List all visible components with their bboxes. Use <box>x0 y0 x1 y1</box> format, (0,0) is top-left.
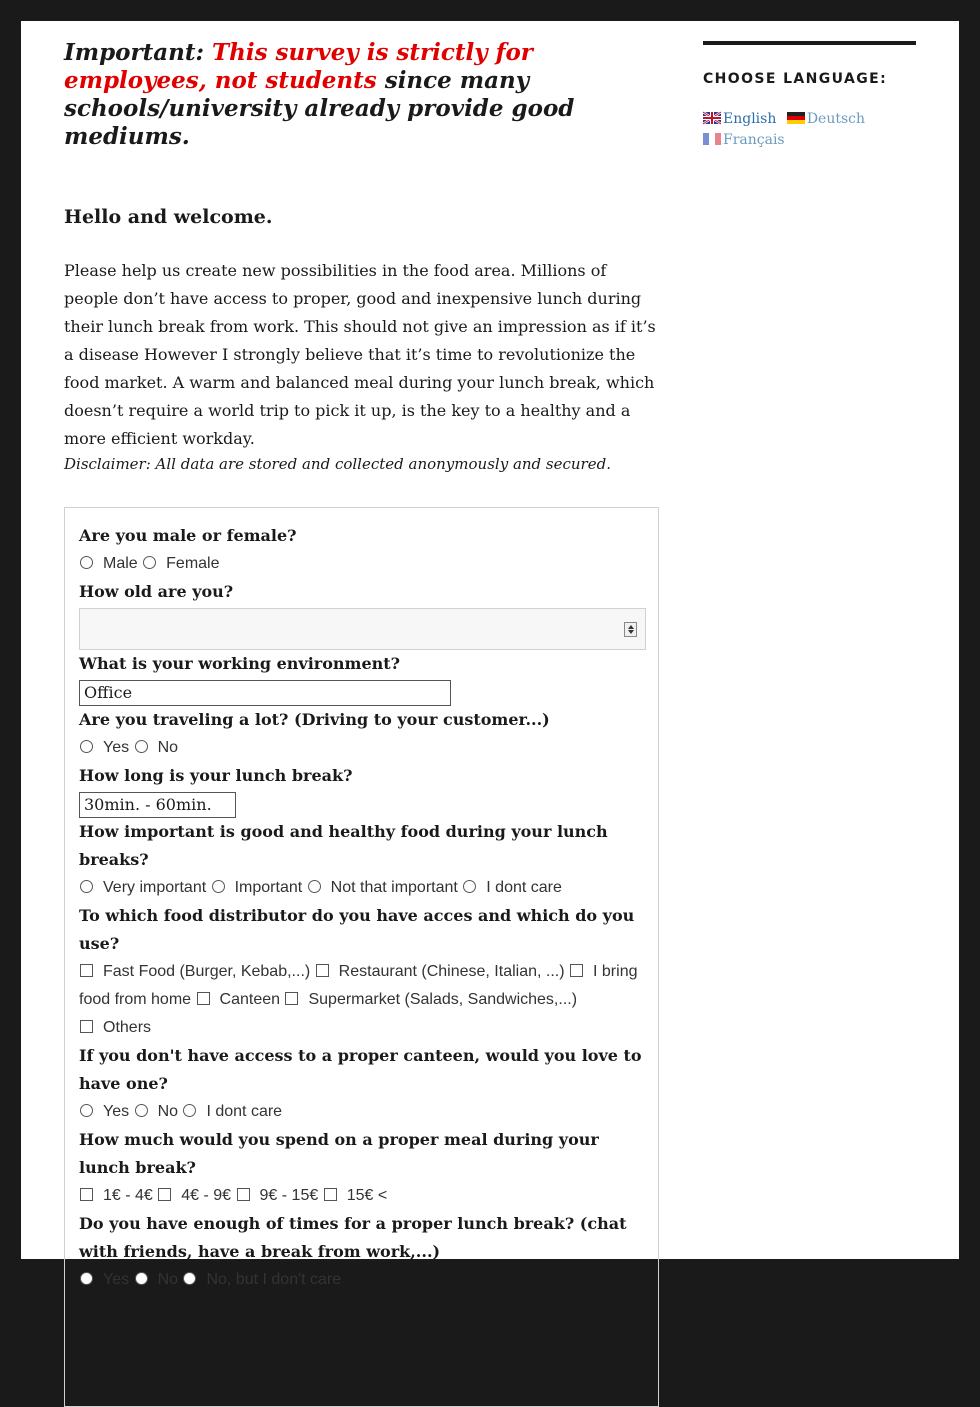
break-length-select[interactable]: 30min. - 60min. <box>79 792 236 818</box>
checkbox[interactable] <box>80 964 93 977</box>
checkbox[interactable] <box>80 1188 93 1201</box>
radio-button[interactable] <box>80 1272 93 1285</box>
age-number-input[interactable] <box>79 608 646 650</box>
main-content <box>64 21 661 1407</box>
time-option[interactable]: No <box>134 1271 178 1288</box>
question-environment: What is your working environment? <box>79 654 401 673</box>
language-link-deutsch[interactable]: Deutsch <box>787 111 865 127</box>
checkbox[interactable] <box>316 964 329 977</box>
question-distributor: To which food distributor do you have acces and which do you use? <box>79 906 635 953</box>
checkbox[interactable] <box>158 1188 171 1201</box>
checkbox[interactable] <box>285 992 298 1005</box>
disclaimer-text: Disclaimer: All data are stored and collected anonymously and secured. <box>64 455 611 473</box>
question-spend: How much would you spend on a proper meal during your lunch break? <box>79 1130 599 1177</box>
radio-button[interactable] <box>308 880 321 893</box>
radio-button[interactable] <box>212 880 225 893</box>
intro-paragraph: Please help us create new possibilities in the food area. Millions of people don’t have access to proper, good and inexpensive lunch during their lunch break from work. This should not give an impression as if it’s a disease However I strongly believe that it’s time to revolutionize the food market. A warm and balanced meal during your lunch break, which doesn’t require a world trip to pick it up, is the key to a healthy and a more efficient workday. <box>64 261 656 448</box>
question-gender: Are you male or female? <box>79 526 297 545</box>
question-travel: Are you traveling a lot? (Driving to your customer...) <box>79 710 550 729</box>
spend-options <box>79 1182 644 1210</box>
time-options <box>79 1266 644 1294</box>
spinner-up-icon[interactable] <box>628 625 634 629</box>
uk-flag-icon <box>703 112 721 124</box>
language-widget-title: CHOOSE LANGUAGE: <box>703 71 888 87</box>
question-time: Do you have enough of times for a proper lunch break? (chat with friends, have a break from work,...) <box>79 1214 627 1261</box>
number-spinner[interactable] <box>624 622 637 637</box>
canteen-option[interactable]: No <box>134 1103 178 1120</box>
travel-option[interactable]: No <box>134 739 178 756</box>
important-notice <box>64 39 661 151</box>
distributor-option[interactable]: I bring food from home <box>79 963 638 1008</box>
radio-button[interactable] <box>183 1272 196 1285</box>
spend-option[interactable]: 1€ - 4€ <box>79 1187 153 1204</box>
canteen-option[interactable]: Yes <box>79 1103 129 1120</box>
gender-option[interactable]: Male <box>79 555 138 572</box>
canteen-option[interactable]: I dont care <box>182 1103 282 1120</box>
checkbox[interactable] <box>324 1188 337 1201</box>
spend-option[interactable]: 9€ - 15€ <box>236 1187 319 1204</box>
french-flag-icon <box>703 133 721 145</box>
radio-button[interactable] <box>135 1272 148 1285</box>
question-importance: How important is good and healthy food during your lunch breaks? <box>79 822 608 869</box>
checkbox[interactable] <box>570 964 583 977</box>
distributor-option[interactable]: Restaurant (Chinese, Italian, ...) <box>315 963 565 980</box>
checkbox[interactable] <box>197 992 210 1005</box>
time-option[interactable]: Yes <box>79 1271 129 1288</box>
time-option[interactable]: No, but I don't care <box>182 1271 341 1288</box>
radio-button[interactable] <box>135 1104 148 1117</box>
radio-button[interactable] <box>183 1104 196 1117</box>
importance-option[interactable]: Important <box>211 879 303 896</box>
sidebar-divider <box>703 41 916 45</box>
question-canteen: If you don't have access to a proper canteen, would you love to have one? <box>79 1046 642 1093</box>
distributor-option[interactable]: Supermarket (Salads, Sandwiches,...) <box>284 991 577 1008</box>
importance-option[interactable]: Not that important <box>307 879 458 896</box>
spinner-down-icon[interactable] <box>628 630 634 634</box>
distributor-option[interactable]: Fast Food (Burger, Kebab,...) <box>79 963 310 980</box>
notice-suffix: since many schools/university already provide good mediums. <box>64 67 575 150</box>
distributor-options <box>79 958 644 1042</box>
language-link-francais[interactable]: Français <box>703 132 785 148</box>
distributor-option[interactable]: Canteen <box>196 991 281 1008</box>
importance-option[interactable]: Very important <box>79 879 206 896</box>
radio-button[interactable] <box>80 880 93 893</box>
notice-highlight: This survey is strictly for employees, not students <box>64 39 533 94</box>
spend-option[interactable]: 15€ < <box>323 1187 387 1204</box>
welcome-heading: Hello and welcome. <box>64 206 273 228</box>
checkbox[interactable] <box>237 1188 250 1201</box>
radio-button[interactable] <box>135 740 148 753</box>
distributor-option[interactable]: Others <box>79 1019 151 1036</box>
survey-form <box>64 507 659 1407</box>
question-age: How old are you? <box>79 582 234 601</box>
spend-option[interactable]: 4€ - 9€ <box>157 1187 231 1204</box>
radio-button[interactable] <box>80 740 93 753</box>
question-alternative: If there would be an alternative way to have a warm, good and healthy meal everyday during your lunch break, would you make use <box>79 1298 638 1373</box>
language-link-english[interactable]: English <box>703 111 776 127</box>
importance-options <box>79 874 644 902</box>
question-break-length: How long is your lunch break? <box>79 766 353 785</box>
radio-button[interactable] <box>143 556 156 569</box>
checkbox[interactable] <box>80 1020 93 1033</box>
notice-prefix: Important: <box>64 39 213 66</box>
radio-button[interactable] <box>463 880 476 893</box>
radio-button[interactable] <box>80 556 93 569</box>
gender-options <box>79 550 644 578</box>
gender-option[interactable]: Female <box>142 555 219 572</box>
travel-option[interactable]: Yes <box>79 739 129 756</box>
radio-button[interactable] <box>80 1104 93 1117</box>
environment-select[interactable]: Office <box>79 680 451 706</box>
page <box>21 21 959 1373</box>
sidebar <box>703 41 916 151</box>
travel-options <box>79 734 644 762</box>
language-list <box>703 109 916 151</box>
canteen-options <box>79 1098 644 1126</box>
importance-option[interactable]: I dont care <box>462 879 562 896</box>
german-flag-icon <box>787 112 805 124</box>
